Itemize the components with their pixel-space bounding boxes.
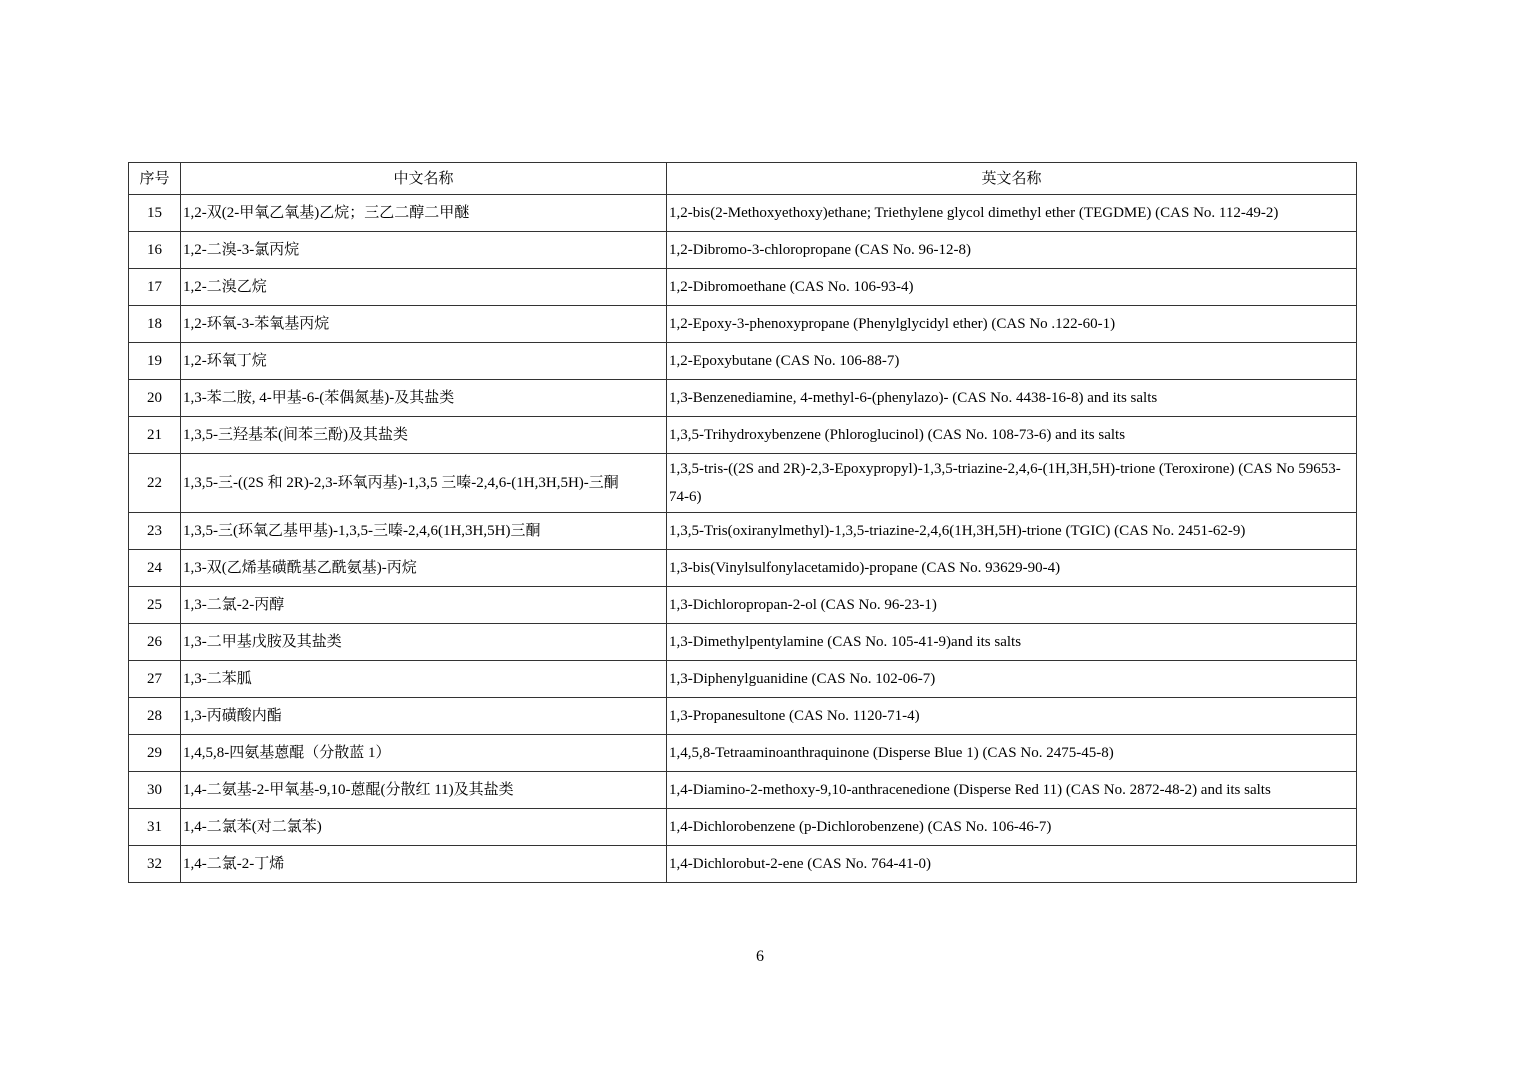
- cell-english-name: 1,3-Benzenediamine, 4-methyl-6-(phenylazo)- (CAS No. 4438-16-8) and its salts: [667, 380, 1357, 417]
- cell-english-name: 1,3,5-tris-((2S and 2R)-2,3-Epoxypropyl)-1,3,5-triazine-2,4,6-(1H,3H,5H)-trione (Teroxirone) (CAS No 59653-74-6): [667, 454, 1357, 513]
- cell-serial-number: 31: [129, 809, 181, 846]
- header-serial-number: 序号: [129, 163, 181, 195]
- table-row: [129, 232, 1357, 269]
- cell-serial-number: 17: [129, 269, 181, 306]
- table-row: [129, 513, 1357, 550]
- cell-serial-number: 29: [129, 735, 181, 772]
- cell-chinese-name: 1,4-二氨基-2-甲氧基-9,10-蒽醌(分散红 11)及其盐类: [181, 772, 667, 809]
- cell-chinese-name: 1,2-双(2-甲氧乙氧基)乙烷；三乙二醇二甲醚: [181, 195, 667, 232]
- cell-serial-number: 23: [129, 513, 181, 550]
- cell-serial-number: 28: [129, 698, 181, 735]
- cell-serial-number: 19: [129, 343, 181, 380]
- header-english-name: 英文名称: [667, 163, 1357, 195]
- cell-serial-number: 22: [129, 454, 181, 513]
- cell-chinese-name: 1,4-二氯苯(对二氯苯): [181, 809, 667, 846]
- table-row: [129, 306, 1357, 343]
- cell-serial-number: 24: [129, 550, 181, 587]
- cell-english-name: 1,2-bis(2-Methoxyethoxy)ethane; Triethylene glycol dimethyl ether (TEGDME) (CAS No. 112-49-2): [667, 195, 1357, 232]
- table-row: [129, 587, 1357, 624]
- cell-serial-number: 26: [129, 624, 181, 661]
- table-row: [129, 343, 1357, 380]
- table-row: [129, 269, 1357, 306]
- cell-english-name: 1,4-Dichlorobut-2-ene (CAS No. 764-41-0): [667, 846, 1357, 883]
- substance-table-container: [128, 162, 1356, 883]
- table-row: [129, 624, 1357, 661]
- cell-english-name: 1,2-Dibromoethane (CAS No. 106-93-4): [667, 269, 1357, 306]
- table-row: [129, 846, 1357, 883]
- cell-chinese-name: 1,3,5-三(环氧乙基甲基)-1,3,5-三嗪-2,4,6(1H,3H,5H)三酮: [181, 513, 667, 550]
- cell-serial-number: 21: [129, 417, 181, 454]
- cell-serial-number: 25: [129, 587, 181, 624]
- cell-chinese-name: 1,3,5-三-((2S 和 2R)-2,3-环氧丙基)-1,3,5 三嗪-2,4,6-(1H,3H,5H)-三酮: [181, 454, 667, 513]
- substance-table: [128, 162, 1357, 883]
- cell-serial-number: 18: [129, 306, 181, 343]
- cell-english-name: 1,2-Epoxy-3-phenoxypropane (Phenylglycidyl ether) (CAS No .122-60-1): [667, 306, 1357, 343]
- cell-english-name: 1,3-Propanesultone (CAS No. 1120-71-4): [667, 698, 1357, 735]
- cell-chinese-name: 1,3,5-三羟基苯(间苯三酚)及其盐类: [181, 417, 667, 454]
- cell-serial-number: 27: [129, 661, 181, 698]
- table-row: [129, 195, 1357, 232]
- cell-chinese-name: 1,2-二溴-3-氯丙烷: [181, 232, 667, 269]
- cell-english-name: 1,3,5-Tris(oxiranylmethyl)-1,3,5-triazine-2,4,6(1H,3H,5H)-trione (TGIC) (CAS No. 2451-62-9): [667, 513, 1357, 550]
- table-row: [129, 380, 1357, 417]
- cell-english-name: 1,3-bis(Vinylsulfonylacetamido)-propane (CAS No. 93629-90-4): [667, 550, 1357, 587]
- cell-english-name: 1,3-Diphenylguanidine (CAS No. 102-06-7): [667, 661, 1357, 698]
- cell-serial-number: 30: [129, 772, 181, 809]
- table-row: [129, 454, 1357, 513]
- cell-serial-number: 32: [129, 846, 181, 883]
- cell-chinese-name: 1,3-二甲基戊胺及其盐类: [181, 624, 667, 661]
- cell-chinese-name: 1,2-环氧丁烷: [181, 343, 667, 380]
- cell-chinese-name: 1,3-苯二胺, 4-甲基-6-(苯偶氮基)-及其盐类: [181, 380, 667, 417]
- cell-english-name: 1,4-Diamino-2-methoxy-9,10-anthracenedione (Disperse Red 11) (CAS No. 2872-48-2) and its salts: [667, 772, 1357, 809]
- table-header-row: [129, 163, 1357, 195]
- table-row: [129, 772, 1357, 809]
- header-chinese-name: 中文名称: [181, 163, 667, 195]
- cell-english-name: 1,2-Epoxybutane (CAS No. 106-88-7): [667, 343, 1357, 380]
- cell-chinese-name: 1,3-双(乙烯基磺酰基乙酰氨基)-丙烷: [181, 550, 667, 587]
- cell-chinese-name: 1,2-二溴乙烷: [181, 269, 667, 306]
- cell-english-name: 1,4,5,8-Tetraaminoanthraquinone (Disperse Blue 1) (CAS No. 2475-45-8): [667, 735, 1357, 772]
- cell-english-name: 1,3-Dichloropropan-2-ol (CAS No. 96-23-1): [667, 587, 1357, 624]
- cell-english-name: 1,3-Dimethylpentylamine (CAS No. 105-41-9)and its salts: [667, 624, 1357, 661]
- table-row: [129, 550, 1357, 587]
- table-row: [129, 661, 1357, 698]
- cell-chinese-name: 1,4,5,8-四氨基蒽醌（分散蓝 1）: [181, 735, 667, 772]
- cell-chinese-name: 1,4-二氯-2-丁烯: [181, 846, 667, 883]
- table-row: [129, 735, 1357, 772]
- cell-english-name: 1,3,5-Trihydroxybenzene (Phloroglucinol) (CAS No. 108-73-6) and its salts: [667, 417, 1357, 454]
- cell-serial-number: 16: [129, 232, 181, 269]
- cell-chinese-name: 1,3-丙磺酸内酯: [181, 698, 667, 735]
- cell-english-name: 1,4-Dichlorobenzene (p-Dichlorobenzene) (CAS No. 106-46-7): [667, 809, 1357, 846]
- cell-chinese-name: 1,3-二苯胍: [181, 661, 667, 698]
- table-row: [129, 698, 1357, 735]
- table-row: [129, 809, 1357, 846]
- cell-serial-number: 20: [129, 380, 181, 417]
- cell-serial-number: 15: [129, 195, 181, 232]
- cell-chinese-name: 1,2-环氧-3-苯氧基丙烷: [181, 306, 667, 343]
- cell-english-name: 1,2-Dibromo-3-chloropropane (CAS No. 96-12-8): [667, 232, 1357, 269]
- page-number: 6: [756, 948, 764, 965]
- cell-chinese-name: 1,3-二氯-2-丙醇: [181, 587, 667, 624]
- table-row: [129, 417, 1357, 454]
